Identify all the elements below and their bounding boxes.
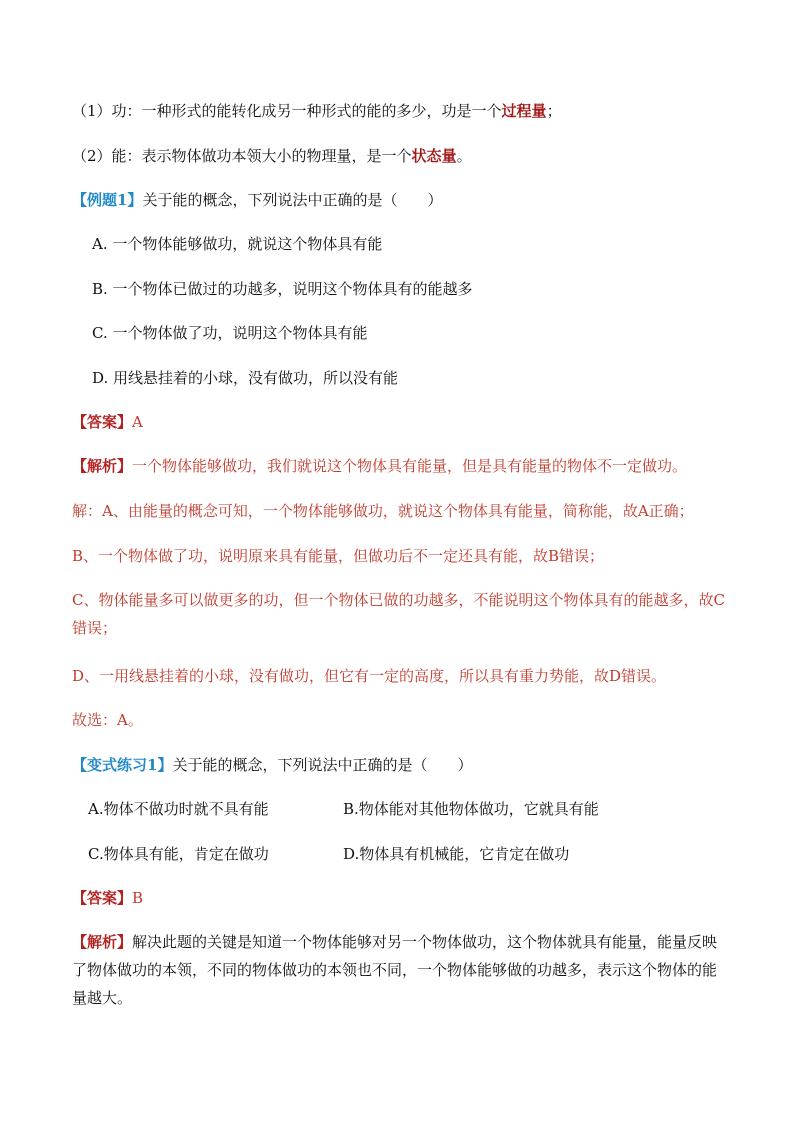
practice1-analysis: 【解析】解决此题的关键是知道一个物体能够对另一个物体做功，这个物体就具有能量，能量反映了物体做功的本领，不同的物体做功的本领也不同，一个物体能够做的功越多，表示这个物体的能量越大。 [72,933,718,1007]
example1-conclusion: 故选：A。 [72,711,143,729]
example1-answer: 【答案】A [72,413,143,431]
definition-work: （1）功：一种形式的能转化成另一种形式的能的多少，功是一个过程量； [72,102,562,120]
example1-question: 【例题1】关于能的概念，下列说法中正确的是（ ） [72,191,443,209]
example1-option-c: C. 一个物体做了功，说明这个物体具有能 [92,324,368,342]
practice-tag: 【变式练习1】 [72,756,173,774]
example1-analysis-line-5: D、一用线悬挂着的小球，没有做功，但它有一定的高度，所以具有重力势能，故D错误。 [72,667,667,685]
example1-analysis-line-1: 【解析】一个物体能够做功，我们就说这个物体具有能量，但是具有能量的物体不一定做功。 [72,457,688,475]
example-tag: 【例题1】 [72,191,143,209]
definition-energy: （2）能：表示物体做功本领大小的物理量，是一个状态量。 [72,147,472,165]
practice1-option-d: D.物体具有机械能，它肯定在做功 [343,845,570,863]
example1-option-a: A. 一个物体能够做功，就说这个物体具有能 [92,235,383,253]
example1-analysis-line-4: C、物体能量多可以做更多的功，但一个物体已做的功越多，不能说明这个物体具有的能越多，故C错误； [72,591,725,637]
example1-option-b: B. 一个物体已做过的功越多，说明这个物体具有的能越多 [92,280,473,298]
practice1-question: 【变式练习1】关于能的概念，下列说法中正确的是（ ） [72,756,473,774]
example1-analysis-line-3: B、一个物体做了功，说明原来具有能量，但做功后不一定还具有能，故B错误； [72,547,605,565]
practice1-answer: 【答案】B [72,889,144,907]
practice1-option-b: B.物体能对其他物体做功，它就具有能 [343,800,599,818]
example1-option-d: D. 用线悬挂着的小球，没有做功，所以没有能 [92,369,399,387]
practice1-option-a: A.物体不做功时就不具有能 [88,800,269,818]
example1-analysis-line-2: 解：A、由能量的概念可知，一个物体能够做功，就说这个物体具有能量，简称能，故A正确； [72,502,694,520]
practice1-option-c: C.物体具有能，肯定在做功 [88,845,269,863]
